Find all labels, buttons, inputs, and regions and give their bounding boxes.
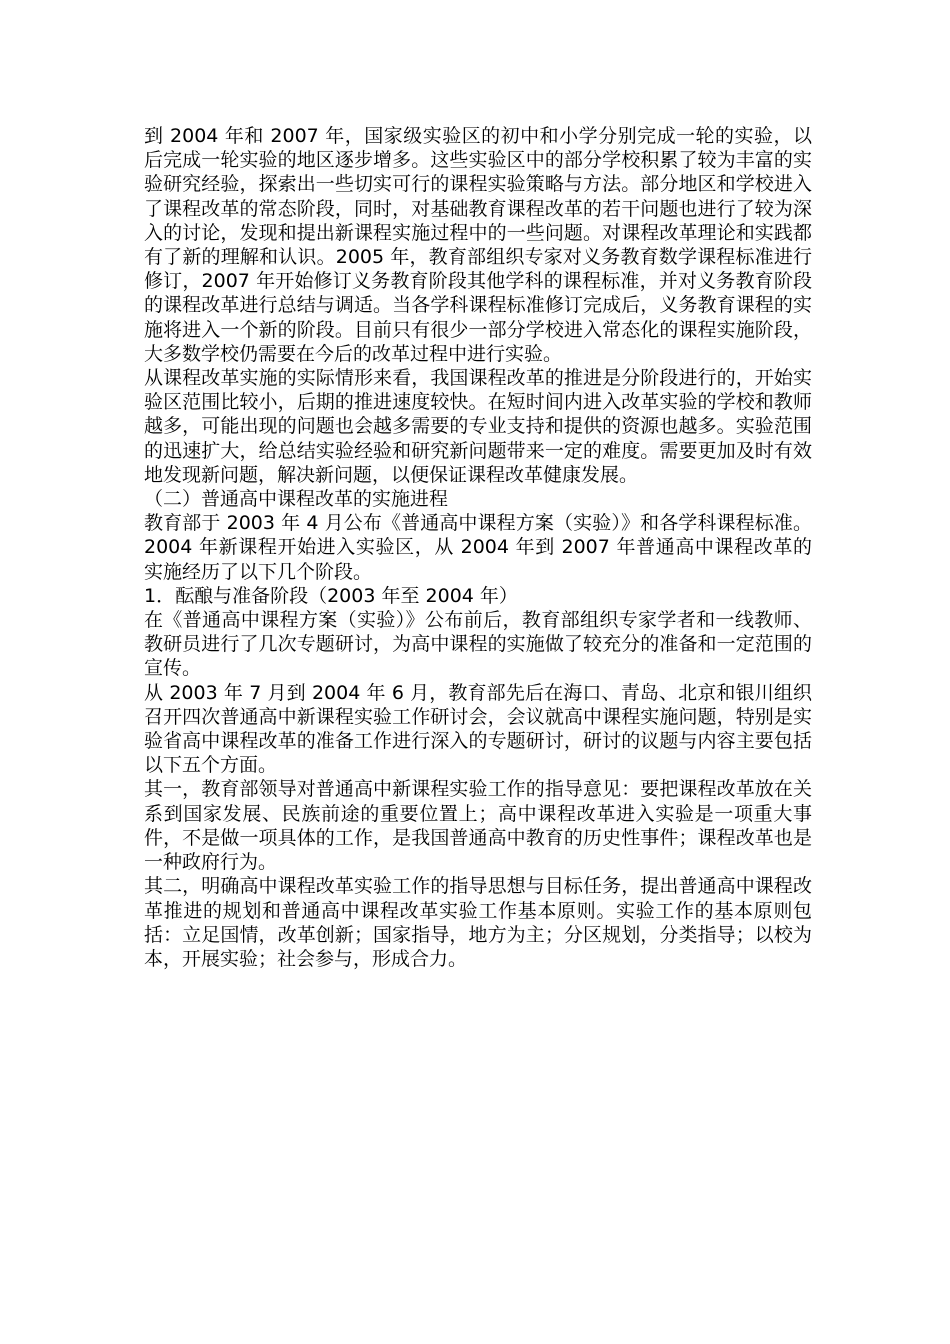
paragraph-four-conferences: 从 2003 年 7 月到 2004 年 6 月，教育部先后在海口、青岛、北京和银川组织召开四次普通高中新课程实验工作研讨会，会议就高中课程实施问题，特别是实验省高中课程改革的准备工作进行深入的专题研讨，研讨的议题与内容主要包括以下五个方面。 <box>144 681 812 777</box>
paragraph-staged-rollout: 从课程改革实施的实际情形来看，我国课程改革的推进是分阶段进行的，开始实验区范围比较小，后期的推进速度较快。在短时间内进入改革实验的学校和教师越多，可能出现的问题也会越多需要的专业支持和提供的资源也越多。实验范围的迅速扩大，给总结实验经验和研究新问题带来一定的难度。需要更加及时有效地发现新问题，解决新问题，以便保证课程改革健康发展。 <box>144 367 812 486</box>
paragraph-point-two: 其二，明确高中课程改革实验工作的指导思想与目标任务，提出普通高中课程改革推进的规划和普通高中课程改革实验工作基本原则。实验工作的基本原则包括：立足国情，改革创新；国家指导，地方为主；分区规划，分类指导；以校为本，开展实验；社会参与，形成合力。 <box>144 875 812 970</box>
paragraph-compulsory-education-progress: 到 2004 年和 2007 年，国家级实验区的初中和小学分别完成一轮的实验，以后完成一轮实验的地区逐步增多。这些实验区中的部分学校积累了较为丰富的实验研究经验，探索出一些切实可行的课程实验策略与方法。部分地区和学校进入了课程改革的常态阶段，同时，对基础教育课程改革的若干问题也进行了较为深入的讨论，发现和提出新课程实施过程中的一些问题。对课程改革理论和实践都有了新的理解和认识。2005 年，教育部组织专家对义务教育数学课程标准进行修订，2007 年开始修订义务教育阶段其他学科的课程标准，并对义务教育阶段的课程改革进行总结与调适。当各学科课程标准修订完成后，义务教育课程的实施将进入一个新的阶段。目前只有很少一部分学校进入常态化的课程实施阶段，大多数学校仍需要在今后的改革过程中进行实验。 <box>144 125 812 365</box>
document-body <box>144 124 812 971</box>
paragraph-expert-seminars: 在《普通高中课程方案（实验）》公布前后，教育部组织专家学者和一线教师、教研员进行了几次专题研讨，为高中课程的实施做了较充分的准备和一定范围的宣传。 <box>144 609 812 680</box>
subheading-preparation-stage: 1．酝酿与准备阶段（2003 年至 2004 年） <box>144 584 518 607</box>
section-heading-high-school-reform: （二）普通高中课程改革的实施进程 <box>144 488 449 511</box>
paragraph-point-one: 其一，教育部领导对普通高中新课程实验工作的指导意见：要把课程改革放在关系到国家发展、民族前途的重要位置上；高中课程改革进入实验是一项重大事件，不是做一项具体的工作，是我国普通高中教育的历史性事件；课程改革也是一种政府行为。 <box>144 778 812 874</box>
paragraph-curriculum-plan-announcement: 教育部于 2003 年 4 月公布《普通高中课程方案（实验）》和各学科课程标准。2004 年新课程开始进入实验区，从 2004 年到 2007 年普通高中课程改革的实施经历了以下几个阶段。 <box>144 512 812 583</box>
